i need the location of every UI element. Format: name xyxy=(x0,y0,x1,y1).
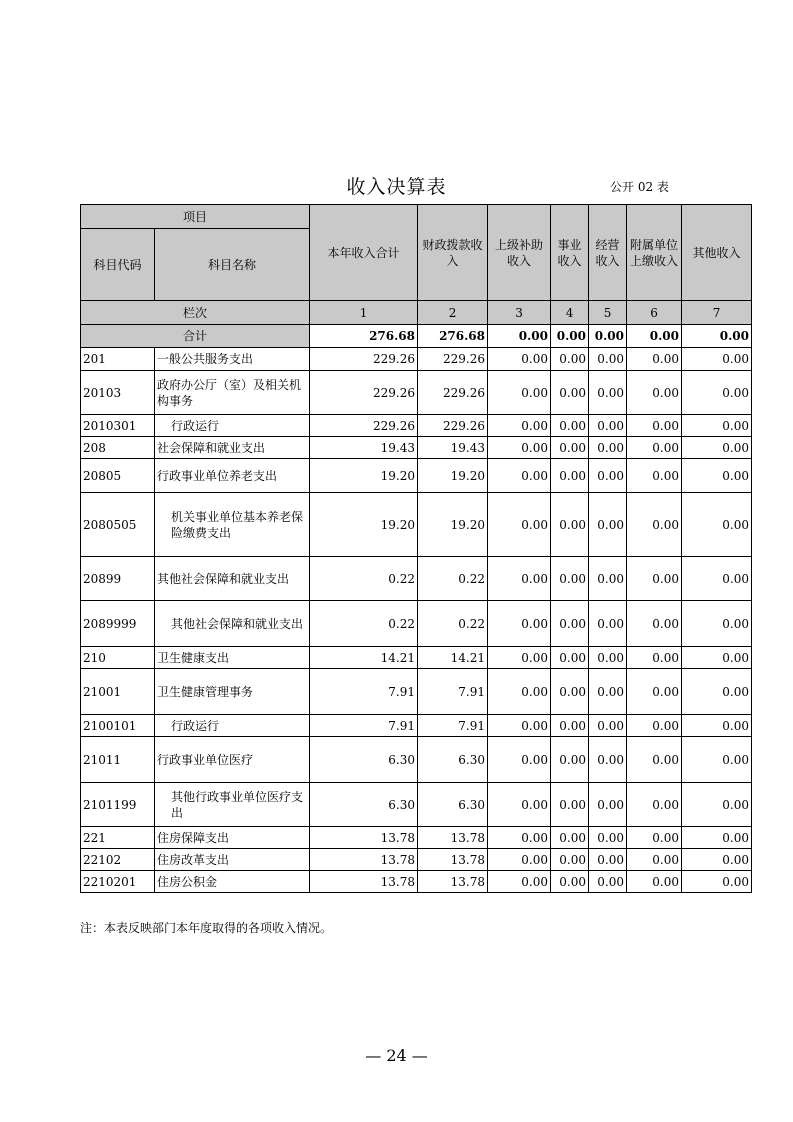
subject-code: 221 xyxy=(81,827,155,849)
income-value-col2: 229.26 xyxy=(418,415,488,437)
income-value-col6: 0.00 xyxy=(627,348,682,371)
income-value-col2: 6.30 xyxy=(418,783,488,827)
income-value-col7: 0.00 xyxy=(682,783,752,827)
income-value-col3: 0.00 xyxy=(488,783,551,827)
income-value-col1: 13.78 xyxy=(310,827,418,849)
income-value-col6: 0.00 xyxy=(627,647,682,669)
income-value-col7: 0.00 xyxy=(682,849,752,871)
header-col6: 附属单位上缴收入 xyxy=(627,205,682,301)
header-project: 项目 xyxy=(81,205,310,229)
income-value-col7: 0.00 xyxy=(682,647,752,669)
income-value-col3: 0.00 xyxy=(488,871,551,893)
table-row xyxy=(81,557,752,601)
table-row xyxy=(81,493,752,557)
income-value-col1: 13.78 xyxy=(310,849,418,871)
total-value: 0.00 xyxy=(682,325,752,348)
income-value-col5: 0.00 xyxy=(589,493,627,557)
income-value-col6: 0.00 xyxy=(627,459,682,493)
table-row xyxy=(81,783,752,827)
header-col3: 上级补助收入 xyxy=(488,205,551,301)
seq-7: 7 xyxy=(682,301,752,325)
income-value-col6: 0.00 xyxy=(627,737,682,783)
income-value-col4: 0.00 xyxy=(551,437,589,459)
header-col7: 其他收入 xyxy=(682,205,752,301)
income-value-col3: 0.00 xyxy=(488,827,551,849)
subject-code: 2210201 xyxy=(81,871,155,893)
income-value-col7: 0.00 xyxy=(682,601,752,647)
total-value: 276.68 xyxy=(310,325,418,348)
subject-name: 社会保障和就业支出 xyxy=(155,437,310,459)
income-value-col5: 0.00 xyxy=(589,647,627,669)
income-value-col5: 0.00 xyxy=(589,715,627,737)
seq-5: 5 xyxy=(589,301,627,325)
income-value-col7: 0.00 xyxy=(682,871,752,893)
income-value-col2: 0.22 xyxy=(418,557,488,601)
subject-code: 21001 xyxy=(81,669,155,715)
income-value-col4: 0.00 xyxy=(551,557,589,601)
income-value-col1: 229.26 xyxy=(310,371,418,415)
income-value-col7: 0.00 xyxy=(682,715,752,737)
income-value-col2: 13.78 xyxy=(418,827,488,849)
subject-name: 机关事业单位基本养老保险缴费支出 xyxy=(155,493,310,557)
subject-code: 2101199 xyxy=(81,783,155,827)
income-value-col6: 0.00 xyxy=(627,871,682,893)
table-row xyxy=(81,737,752,783)
income-value-col2: 19.43 xyxy=(418,437,488,459)
income-value-col2: 14.21 xyxy=(418,647,488,669)
income-value-col1: 6.30 xyxy=(310,783,418,827)
income-value-col1: 19.43 xyxy=(310,437,418,459)
income-value-col1: 14.21 xyxy=(310,647,418,669)
income-value-col3: 0.00 xyxy=(488,415,551,437)
table-row xyxy=(81,601,752,647)
total-value: 0.00 xyxy=(589,325,627,348)
subject-name: 行政运行 xyxy=(155,715,310,737)
subject-name: 住房改革支出 xyxy=(155,849,310,871)
subject-code: 2080505 xyxy=(81,493,155,557)
income-value-col2: 229.26 xyxy=(418,371,488,415)
income-value-col2: 0.22 xyxy=(418,601,488,647)
income-value-col1: 19.20 xyxy=(310,459,418,493)
income-value-col6: 0.00 xyxy=(627,415,682,437)
income-value-col1: 7.91 xyxy=(310,669,418,715)
income-value-col4: 0.00 xyxy=(551,647,589,669)
income-value-col1: 7.91 xyxy=(310,715,418,737)
header-col2: 财政拨款收入 xyxy=(418,205,488,301)
table-row xyxy=(81,715,752,737)
income-value-col1: 0.22 xyxy=(310,601,418,647)
table-row xyxy=(81,647,752,669)
table-row xyxy=(81,871,752,893)
income-value-col4: 0.00 xyxy=(551,827,589,849)
subject-name: 卫生健康管理事务 xyxy=(155,669,310,715)
income-final-account-table xyxy=(80,204,752,893)
income-value-col6: 0.00 xyxy=(627,371,682,415)
header-col1: 本年收入合计 xyxy=(310,205,418,301)
income-value-col4: 0.00 xyxy=(551,348,589,371)
table-row xyxy=(81,415,752,437)
income-value-col7: 0.00 xyxy=(682,371,752,415)
income-value-col4: 0.00 xyxy=(551,871,589,893)
income-value-col7: 0.00 xyxy=(682,557,752,601)
total-value: 0.00 xyxy=(551,325,589,348)
income-value-col5: 0.00 xyxy=(589,871,627,893)
footnote: 注：本表反映部门本年度取得的各项收入情况。 xyxy=(80,921,333,935)
income-value-col7: 0.00 xyxy=(682,415,752,437)
header-name: 科目名称 xyxy=(155,229,310,301)
subject-code: 208 xyxy=(81,437,155,459)
subject-code: 210 xyxy=(81,647,155,669)
subject-code: 20103 xyxy=(81,371,155,415)
income-value-col6: 0.00 xyxy=(627,557,682,601)
income-value-col4: 0.00 xyxy=(551,415,589,437)
income-value-col4: 0.00 xyxy=(551,737,589,783)
subject-code: 2010301 xyxy=(81,415,155,437)
income-value-col1: 19.20 xyxy=(310,493,418,557)
income-value-col5: 0.00 xyxy=(589,437,627,459)
total-row xyxy=(81,325,752,348)
income-value-col6: 0.00 xyxy=(627,669,682,715)
income-value-col3: 0.00 xyxy=(488,849,551,871)
income-value-col7: 0.00 xyxy=(682,459,752,493)
seq-6: 6 xyxy=(627,301,682,325)
total-value: 0.00 xyxy=(488,325,551,348)
income-value-col5: 0.00 xyxy=(589,415,627,437)
subject-code: 20805 xyxy=(81,459,155,493)
income-value-col2: 6.30 xyxy=(418,737,488,783)
income-value-col3: 0.00 xyxy=(488,493,551,557)
income-value-col2: 229.26 xyxy=(418,348,488,371)
table-row xyxy=(81,827,752,849)
income-value-col6: 0.00 xyxy=(627,493,682,557)
seq-2: 2 xyxy=(418,301,488,325)
page-number: — 24 — xyxy=(365,1046,428,1065)
income-value-col5: 0.00 xyxy=(589,827,627,849)
income-value-col5: 0.00 xyxy=(589,849,627,871)
income-value-col2: 19.20 xyxy=(418,459,488,493)
page-title: 收入决算表 xyxy=(346,176,447,198)
subject-name: 行政事业单位养老支出 xyxy=(155,459,310,493)
income-value-col3: 0.00 xyxy=(488,737,551,783)
income-value-col3: 0.00 xyxy=(488,669,551,715)
table-row xyxy=(81,849,752,871)
header-seq-label: 栏次 xyxy=(81,301,310,325)
seq-3: 3 xyxy=(488,301,551,325)
income-value-col3: 0.00 xyxy=(488,715,551,737)
income-value-col6: 0.00 xyxy=(627,827,682,849)
income-value-col3: 0.00 xyxy=(488,371,551,415)
total-value: 276.68 xyxy=(418,325,488,348)
income-value-col6: 0.00 xyxy=(627,783,682,827)
income-value-col5: 0.00 xyxy=(589,783,627,827)
income-value-col5: 0.00 xyxy=(589,737,627,783)
income-value-col7: 0.00 xyxy=(682,737,752,783)
income-value-col5: 0.00 xyxy=(589,371,627,415)
income-value-col5: 0.00 xyxy=(589,601,627,647)
table-row xyxy=(81,437,752,459)
income-value-col6: 0.00 xyxy=(627,601,682,647)
subject-name: 住房公积金 xyxy=(155,871,310,893)
income-value-col3: 0.00 xyxy=(488,459,551,493)
subject-name: 行政运行 xyxy=(155,415,310,437)
subject-name: 行政事业单位医疗 xyxy=(155,737,310,783)
income-value-col4: 0.00 xyxy=(551,459,589,493)
income-value-col6: 0.00 xyxy=(627,437,682,459)
income-value-col3: 0.00 xyxy=(488,437,551,459)
income-value-col1: 6.30 xyxy=(310,737,418,783)
subject-code: 201 xyxy=(81,348,155,371)
subject-code: 2100101 xyxy=(81,715,155,737)
total-label: 合计 xyxy=(81,325,310,348)
income-value-col2: 19.20 xyxy=(418,493,488,557)
subject-code: 22102 xyxy=(81,849,155,871)
income-value-col2: 7.91 xyxy=(418,715,488,737)
income-value-col4: 0.00 xyxy=(551,669,589,715)
income-value-col2: 13.78 xyxy=(418,871,488,893)
income-value-col4: 0.00 xyxy=(551,371,589,415)
income-value-col1: 0.22 xyxy=(310,557,418,601)
income-value-col2: 7.91 xyxy=(418,669,488,715)
income-value-col7: 0.00 xyxy=(682,827,752,849)
header-col4: 事业收入 xyxy=(551,205,589,301)
subject-name: 住房保障支出 xyxy=(155,827,310,849)
subject-name: 其他行政事业单位医疗支出 xyxy=(155,783,310,827)
subject-name: 政府办公厅（室）及相关机构事务 xyxy=(155,371,310,415)
income-value-col4: 0.00 xyxy=(551,601,589,647)
income-value-col5: 0.00 xyxy=(589,669,627,715)
income-value-col7: 0.00 xyxy=(682,348,752,371)
income-value-col5: 0.00 xyxy=(589,459,627,493)
subject-code: 2089999 xyxy=(81,601,155,647)
table-row xyxy=(81,348,752,371)
income-value-col3: 0.00 xyxy=(488,647,551,669)
subject-name: 一般公共服务支出 xyxy=(155,348,310,371)
income-value-col4: 0.00 xyxy=(551,849,589,871)
income-value-col3: 0.00 xyxy=(488,557,551,601)
total-value: 0.00 xyxy=(627,325,682,348)
income-value-col4: 0.00 xyxy=(551,493,589,557)
header-col5: 经营收入 xyxy=(589,205,627,301)
income-value-col1: 13.78 xyxy=(310,871,418,893)
table-row xyxy=(81,371,752,415)
subject-code: 21011 xyxy=(81,737,155,783)
income-value-col7: 0.00 xyxy=(682,493,752,557)
seq-1: 1 xyxy=(310,301,418,325)
header-code: 科目代码 xyxy=(81,229,155,301)
income-value-col5: 0.00 xyxy=(589,557,627,601)
income-value-col3: 0.00 xyxy=(488,348,551,371)
income-value-col2: 13.78 xyxy=(418,849,488,871)
income-value-col3: 0.00 xyxy=(488,601,551,647)
income-value-col1: 229.26 xyxy=(310,415,418,437)
income-value-col7: 0.00 xyxy=(682,669,752,715)
income-value-col6: 0.00 xyxy=(627,715,682,737)
income-value-col7: 0.00 xyxy=(682,437,752,459)
income-value-col1: 229.26 xyxy=(310,348,418,371)
table-row xyxy=(81,459,752,493)
income-value-col6: 0.00 xyxy=(627,849,682,871)
income-value-col5: 0.00 xyxy=(589,348,627,371)
form-code: 公开 02 表 xyxy=(610,180,669,194)
subject-name: 其他社会保障和就业支出 xyxy=(155,557,310,601)
subject-name: 卫生健康支出 xyxy=(155,647,310,669)
income-value-col4: 0.00 xyxy=(551,715,589,737)
subject-code: 20899 xyxy=(81,557,155,601)
subject-name: 其他社会保障和就业支出 xyxy=(155,601,310,647)
table-row xyxy=(81,669,752,715)
seq-4: 4 xyxy=(551,301,589,325)
income-value-col4: 0.00 xyxy=(551,783,589,827)
